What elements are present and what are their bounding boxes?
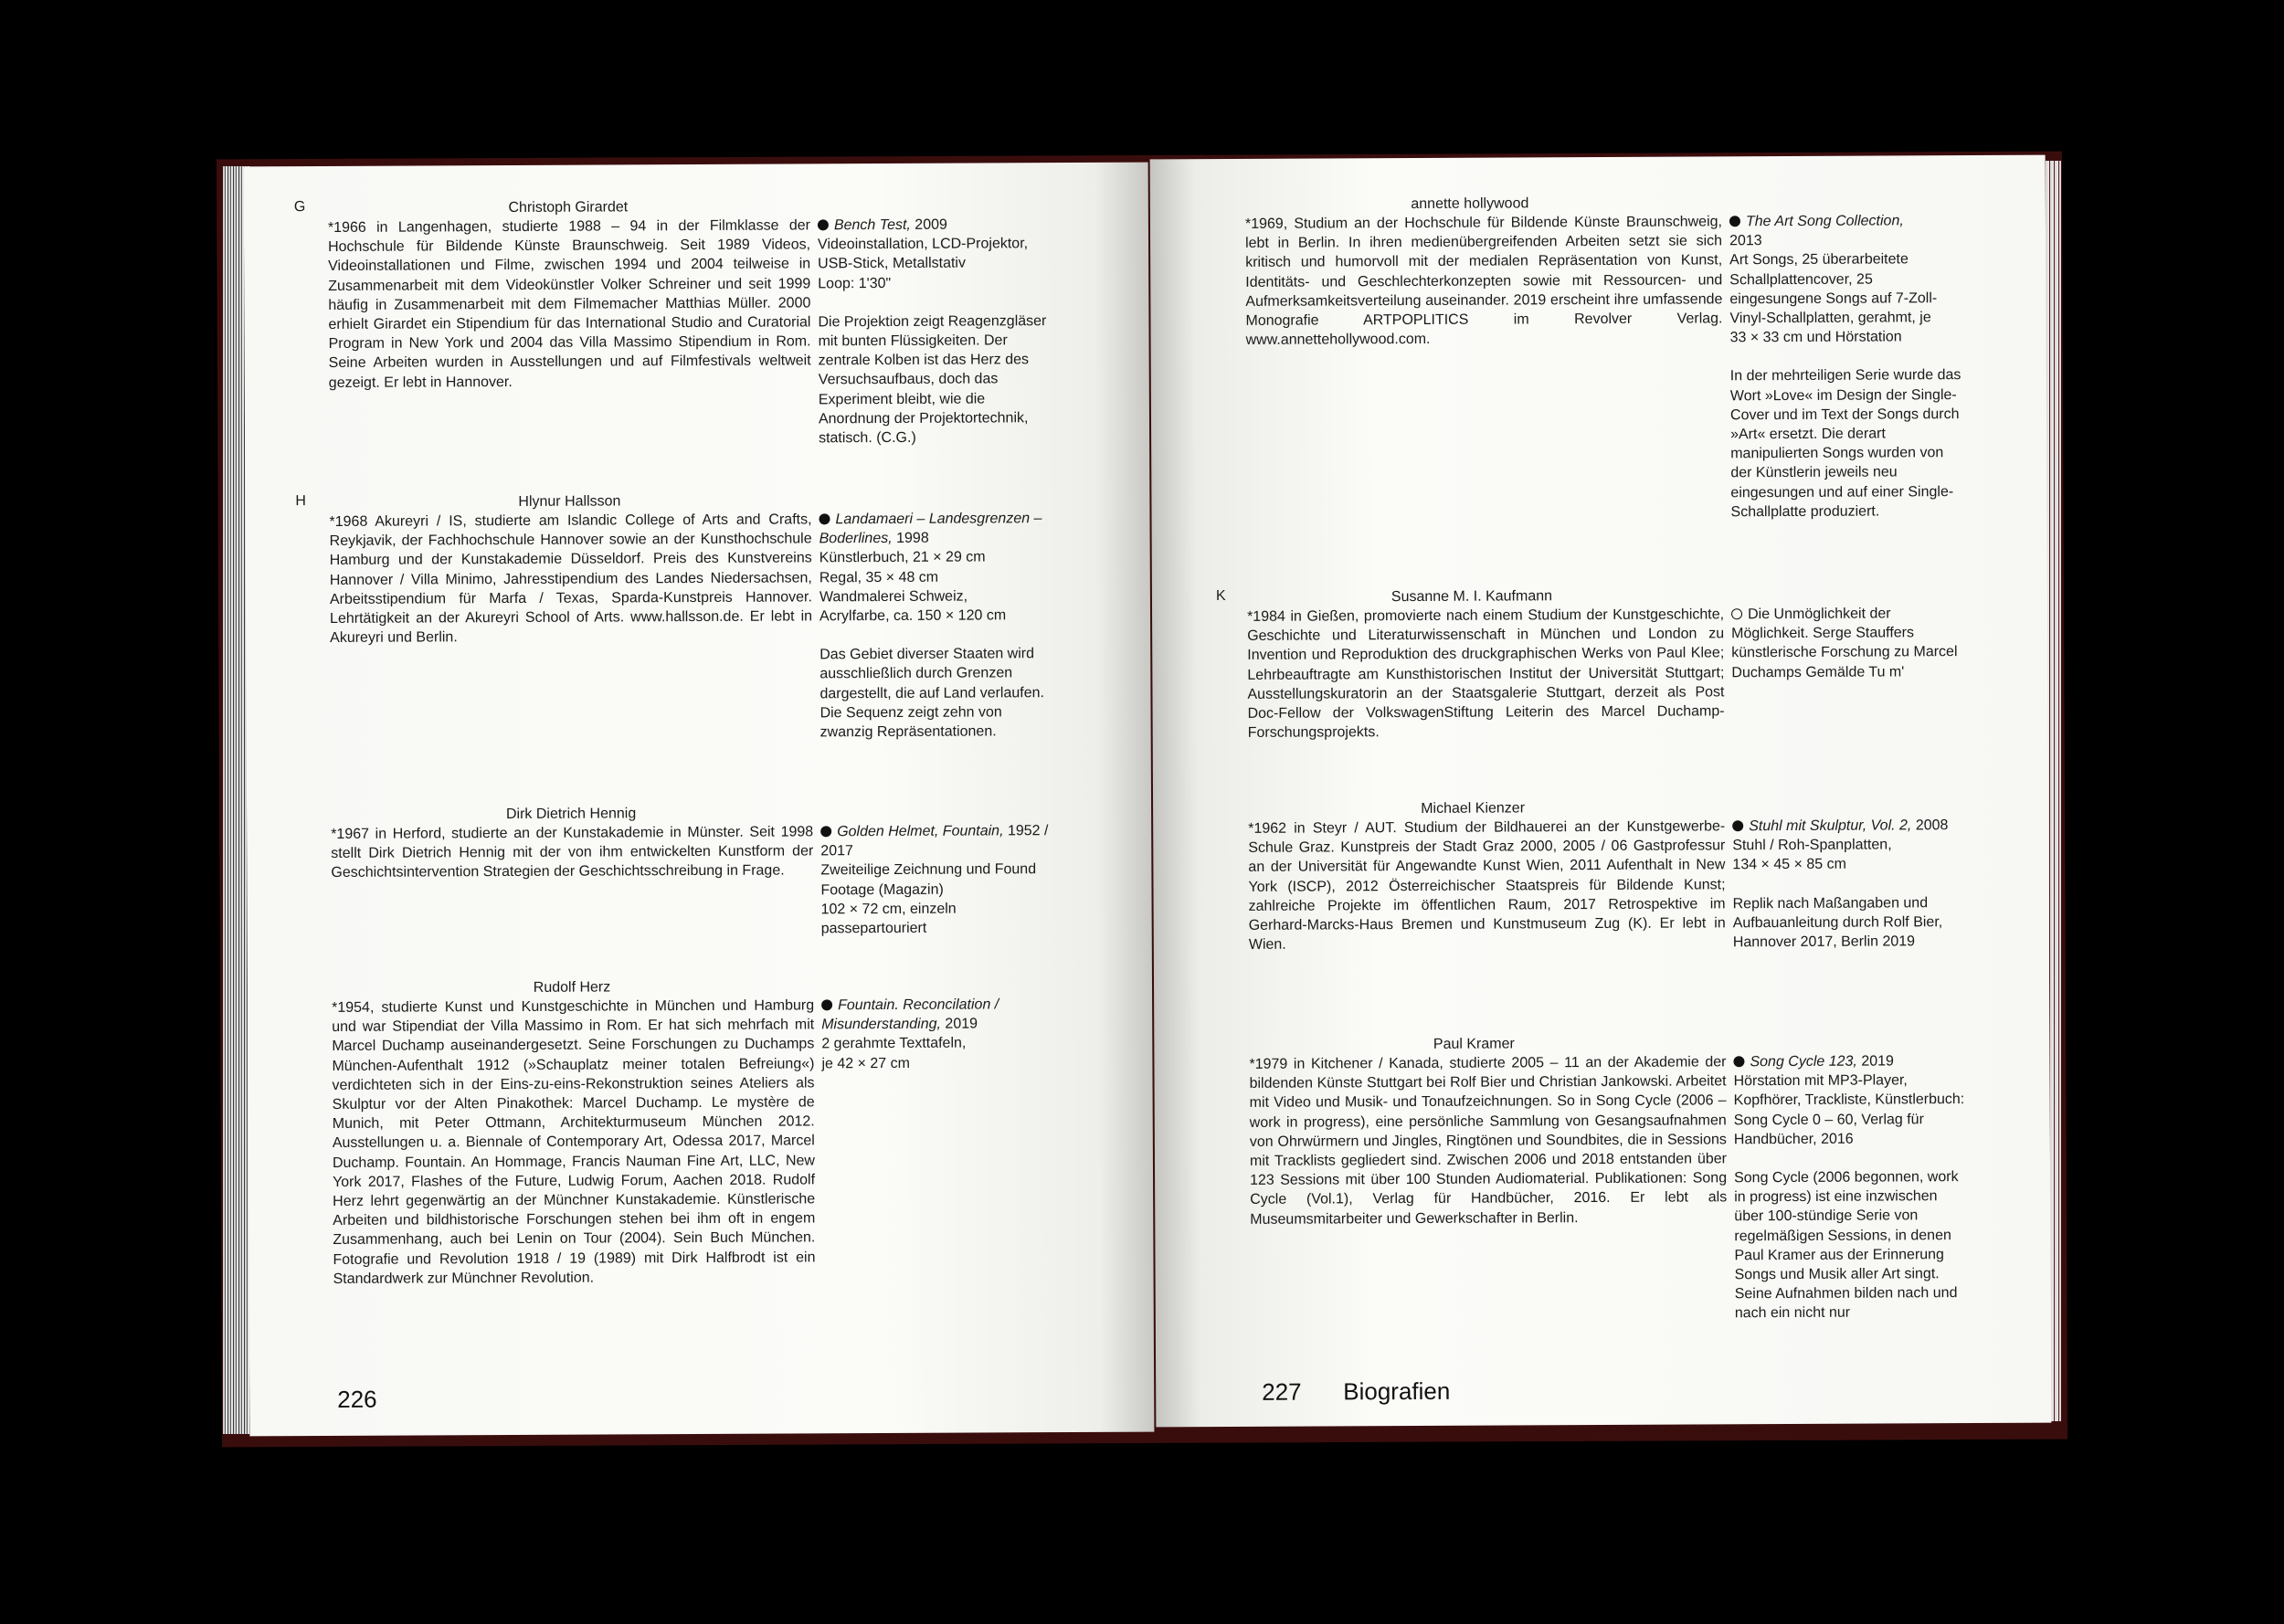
work-detail: Art Songs, 25 überarbeitete Schallplattencover, 25 eingesungene Songs auf 7-Zoll-Vinyl-Schallplatten, gerahmt, je	[1729, 251, 1938, 327]
work-year: 2013	[1729, 233, 1762, 249]
artist-bio: *1967 in Herford, studierte an der Kunstakademie in Münster. Seit 1998 stellt Dirk Dietrich Hennig mit der von ihm entwickelten Kunstform der Geschichtsintervention Strategien der Geschichtsschreibung in Frage.	[331, 824, 814, 881]
work-detail: Wandmalerei Schweiz,	[819, 588, 968, 606]
work-info	[820, 821, 1054, 938]
work-detail: Videoinstallation, LCD-Projektor, USB-Stick, Metallstativ	[817, 236, 1029, 272]
artist-bio: *1962 in Steyr / AUT. Studium der Bildhauerei an der Kunstgewerbe-Schule Graz. Kunstpreis der Stadt Graz 2000, 2005 / 06 Gastprofessur an der Universität für Angewandte Kunst Wien, 2011 Aufenthalt in New York (ISCP), 2012 Österreichischer Staatspreis für Bildende Kunst; zahlreiche Projekte im öffentlichen Raum, 2017 Retrospektive im Gerhard-Marcks-Haus Bremen und Kunstmuseum Zug (K). Er lebt in Wien.	[1248, 818, 1726, 954]
work-year: 1998	[896, 530, 929, 547]
filled-dot-icon	[1732, 820, 1743, 831]
work-title: Stuhl mit Skulptur, Vol. 2,	[1749, 817, 1912, 835]
work-detail: Die Unmöglichkeit der Möglichkeit. Serge Stauffers künstlerische Forschung zu Marcel Duchamps Gemälde Tu m'	[1731, 606, 1958, 680]
work-info	[1733, 1051, 1967, 1323]
work-description: Replik nach Maßangaben und Aufbauanleitung durch Rolf Bier, Hannover 2017, Berlin 2019	[1732, 894, 1943, 951]
work-info	[821, 995, 1054, 1073]
page-number: 227	[1262, 1377, 1302, 1406]
work-detail: Stuhl / Roh-Spanplatten,	[1732, 837, 1892, 854]
work-detail: 102 × 72 cm, einzeln passepartouriert	[820, 901, 957, 937]
filled-dot-icon	[820, 826, 831, 837]
work-year: 2009	[915, 216, 947, 233]
work-year: 2019	[1861, 1053, 1894, 1070]
work-description: Song Cycle (2006 begonnen, work in progress) ist eine inzwischen über 100-stündige Serie von regelmäßigen Sessions, in denen Paul Kramer aus der Erinnerung Songs und Musik aller Art singt. Seine Aufnahmen bilden nach und nach ein nicht nur	[1734, 1169, 1959, 1322]
open-circle-icon	[1731, 608, 1742, 619]
work-detail: Loop: 1'30"	[818, 275, 892, 291]
work-info	[1731, 604, 1964, 682]
work-year: 2008	[1915, 817, 1949, 834]
filled-dot-icon	[1733, 1056, 1744, 1067]
filled-dot-icon	[818, 219, 829, 230]
work-description: Die Projektion zeigt Reagenzgläser mit bunten Flüssigkeiten. Der zentrale Kolben ist das Herz des Versuchsaufbaus, doch das Experiment bleibt, wie die Anordnung der Projektortechnik, statisch. (C.G.)	[818, 312, 1047, 447]
page-number: 226	[337, 1385, 377, 1413]
index-letter: K	[1215, 588, 1226, 605]
artist-bio: *1954, studierte Kunst und Kunstgeschichte in München und Hamburg und war Stipendiat der Villa Massimo in Rom. Er hat sich mehrfach mit Marcel Duchamp auseinandergesetzt. Seine Forschungen zu Duchamps München-Aufenthalt 1912 (»Schauplatz meiner totalen Befreiung«) verdichteten sich in der Eins-zu-eins-Rekonstruktion seines Ateliers als Skulptur vor der Alten Pinakothek: Marcel Duchamp. Le mystère de Munich, mit Peter Ottmann, Architekturmuseum München 2012. Ausstellungen u. a. Biennale of Contemporary Art, Odessa 2017, Marcel Duchamp. Fountain. An Hommage, Francis Nauman Fine Art, LLC, New York 2017, Flashes of the Future, Ludwig Forum, Aachen 2018. Rudolf Herz lehrt gegenwärtig an der Münchner Kunstakademie. Künstlerische Arbeiten und bildhistorische Forschungen stehen bei ihm oft in engem Zusammenhang, auch bei Lenin on Tour (2004). Sein Buch München. Fotografie und Revolution 1918 / 19 (1989) mit Dirk Halfbrodt ist ein Standardwerk zur Münchner Revolution.	[332, 997, 816, 1287]
filled-dot-icon	[821, 999, 832, 1010]
work-title: Landamaeri – Landesgrenzen – Boderlines,	[819, 511, 1042, 547]
work-detail: Hörstation mit MP3-Player, Kopfhörer, Trackliste, Künstlerbuch: Song Cycle 0 – 60, Verlag für Handbücher, 2016	[1733, 1072, 1965, 1148]
filled-dot-icon	[1729, 216, 1740, 227]
artist-name: Rudolf Herz	[533, 979, 611, 996]
filled-dot-icon	[819, 513, 830, 524]
artist-bio: *1969, Studium an der Hochschule für Bildende Künste Braunschweig, lebt in Berlin. In ihren medienübergreifenden Arbeiten setzt sie sich kritisch und humorvoll mit der medialen Repräsentation von Kunst, Identitäts- und Geschlechterkonzepten sowie mit Ressourcen- und Aufmerksamkeitsverteilung auseinander. 2019 erscheint ihre umfassende Monografie ARTPOPLITICS im Revolver Verlag. www.annettehollywood.com.	[1244, 214, 1723, 349]
work-description: In der mehrteiligen Serie wurde das Wort »Love« im Design der Single-Cover und im Text der Songs durch »Art« ersetzt. Die derart manipulierten Songs wurden von der Künstlerin jeweils neu eingesungen und auf einer Single-Schallplatte produziert.	[1729, 367, 1961, 521]
artist-bio: *1968 Akureyri / IS, studierte am Islandic College of Arts and Crafts, Reykjavik, der Fachhochschule Hannover sowie an der Kunsthochschule Hamburg und der Kunstakademie Düsseldorf. Preis des Kunstvereins Hannover / Villa Minimo, Jahresstipendium des Landes Niedersachsen, Arbeitsstipendium für Marfa / Texas, Sparda-Kunstpreis Hannover. Lehrtätigkeit an der Akureyri School of Arts. www.hallsson.de. Er lebt in Akureyri und Berlin.	[329, 511, 813, 647]
artist-bio: *1984 in Gießen, promovierte nach einem Studium der Kunstgeschichte, Geschichte und Literaturwissenschaft in München und London zu Invention und Reproduktion des druckgraphischen Werks von Paul Klee; Lehrbeauftragte am Kunsthistorischen Institut der Universität Stuttgart; Ausstellungskuratorin an der Staatsgalerie Stuttgart, derzeit als Post Doc-Fellow der VolkswagenStiftung Leiterin des Marcel Duchamp-Forschungsprojekts.	[1247, 606, 1725, 742]
work-detail: Zweiteilige Zeichnung und Found Footage (Magazin)	[820, 861, 1037, 898]
work-year: 2019	[945, 1016, 978, 1032]
work-title: Song Cycle 123,	[1750, 1053, 1857, 1070]
artist-name: Paul Kramer	[1433, 1036, 1515, 1052]
work-detail: Künstlerbuch, 21 × 29 cm	[819, 549, 986, 566]
index-letter: G	[293, 199, 306, 216]
work-year: 1952 / 2017	[820, 823, 1049, 859]
work-title: Golden Helmet, Fountain,	[837, 823, 1004, 840]
work-info	[819, 509, 1052, 742]
index-letter: H	[295, 493, 307, 510]
work-description: Das Gebiet diverser Staaten wird ausschließlich durch Grenzen dargestellt, die auf Land verlaufen. Die Sequenz zeigt zehn von zwanzig Repräsentationen.	[819, 646, 1044, 741]
work-title: Fountain. Reconcilation / Misunderstanding,	[821, 997, 999, 1033]
artist-name: Hlynur Hallsson	[518, 493, 621, 510]
work-info	[1732, 816, 1966, 952]
section-title: Biografien	[1343, 1376, 1451, 1406]
artist-bio: *1966 in Langenhagen, studierte 1988 – 94 in der Filmklasse der Hochschule für Bildende Künste Braunschweig. Seit 1989 Videos, Videoinstallationen und Filme, zwischen 1994 und 2004 teilweise in Zusammenarbeit mit dem Videokünstler Volker Schreiner und seit 1999 häufig in Zusammenarbeit mit dem Filmemacher Matthias Müller. 2000 erhielt Girardet ein Stipendium für das International Studio and Curatorial Program in New York und 2004 das Villa Massimo Stipendium in Rom. Seine Arbeiten wurden in Ausstellungen und auf Filmfestivals weltweit gezeigt. Er lebt in Hannover.	[327, 217, 811, 391]
artist-name: Christoph Girardet	[508, 199, 629, 216]
work-info	[1729, 211, 1964, 522]
work-detail: Acrylfarbe, ca. 150 × 120 cm	[819, 607, 1007, 625]
artist-bio: *1979 in Kitchener / Kanada, studierte 2005 – 11 an der Akademie der bildenden Künste Stuttgart bei Rolf Bier und Christian Jankowski. Arbeitet mit Video und Musik- und Tonaufzeichnungen. So in Song Cycle (2006 – work in progress), eine persönliche Sammlung von Gesangsaufnahmen von Ohrwürmern und Jingles, Ringtönen und Soundbites, die in Sessions mit Tracklists gegliedert sind. Zwischen 2006 und 2018 entstanden über 123 Sessions mit über 100 Stunden Audiomaterial. Publikationen: Song Cycle (Vol.1), Verlag für Handbücher, 2016. Er lebt als Museumsmitarbeiter und Gewerkschafter in Berlin.	[1249, 1054, 1728, 1228]
left-page	[244, 163, 1155, 1437]
work-detail: 33 × 33 cm und Hörstation	[1729, 329, 1902, 346]
work-info	[818, 215, 1052, 448]
artist-name: annette hollywood	[1411, 195, 1529, 213]
artist-name: Michael Kienzer	[1421, 800, 1526, 817]
work-detail: 134 × 45 × 85 cm	[1732, 857, 1846, 873]
work-detail: 2 gerahmte Texttafeln,	[821, 1035, 967, 1052]
work-title: Bench Test,	[833, 216, 911, 234]
artist-name: Dirk Dietrich Hennig	[505, 806, 637, 823]
work-title: The Art Song Collection,	[1745, 213, 1904, 230]
artist-name: Susanne M. I. Kaufmann	[1390, 588, 1553, 606]
work-detail: je 42 × 27 cm	[821, 1055, 910, 1071]
work-detail: Regal, 35 × 48 cm	[819, 569, 939, 585]
right-page	[1150, 155, 2052, 1428]
